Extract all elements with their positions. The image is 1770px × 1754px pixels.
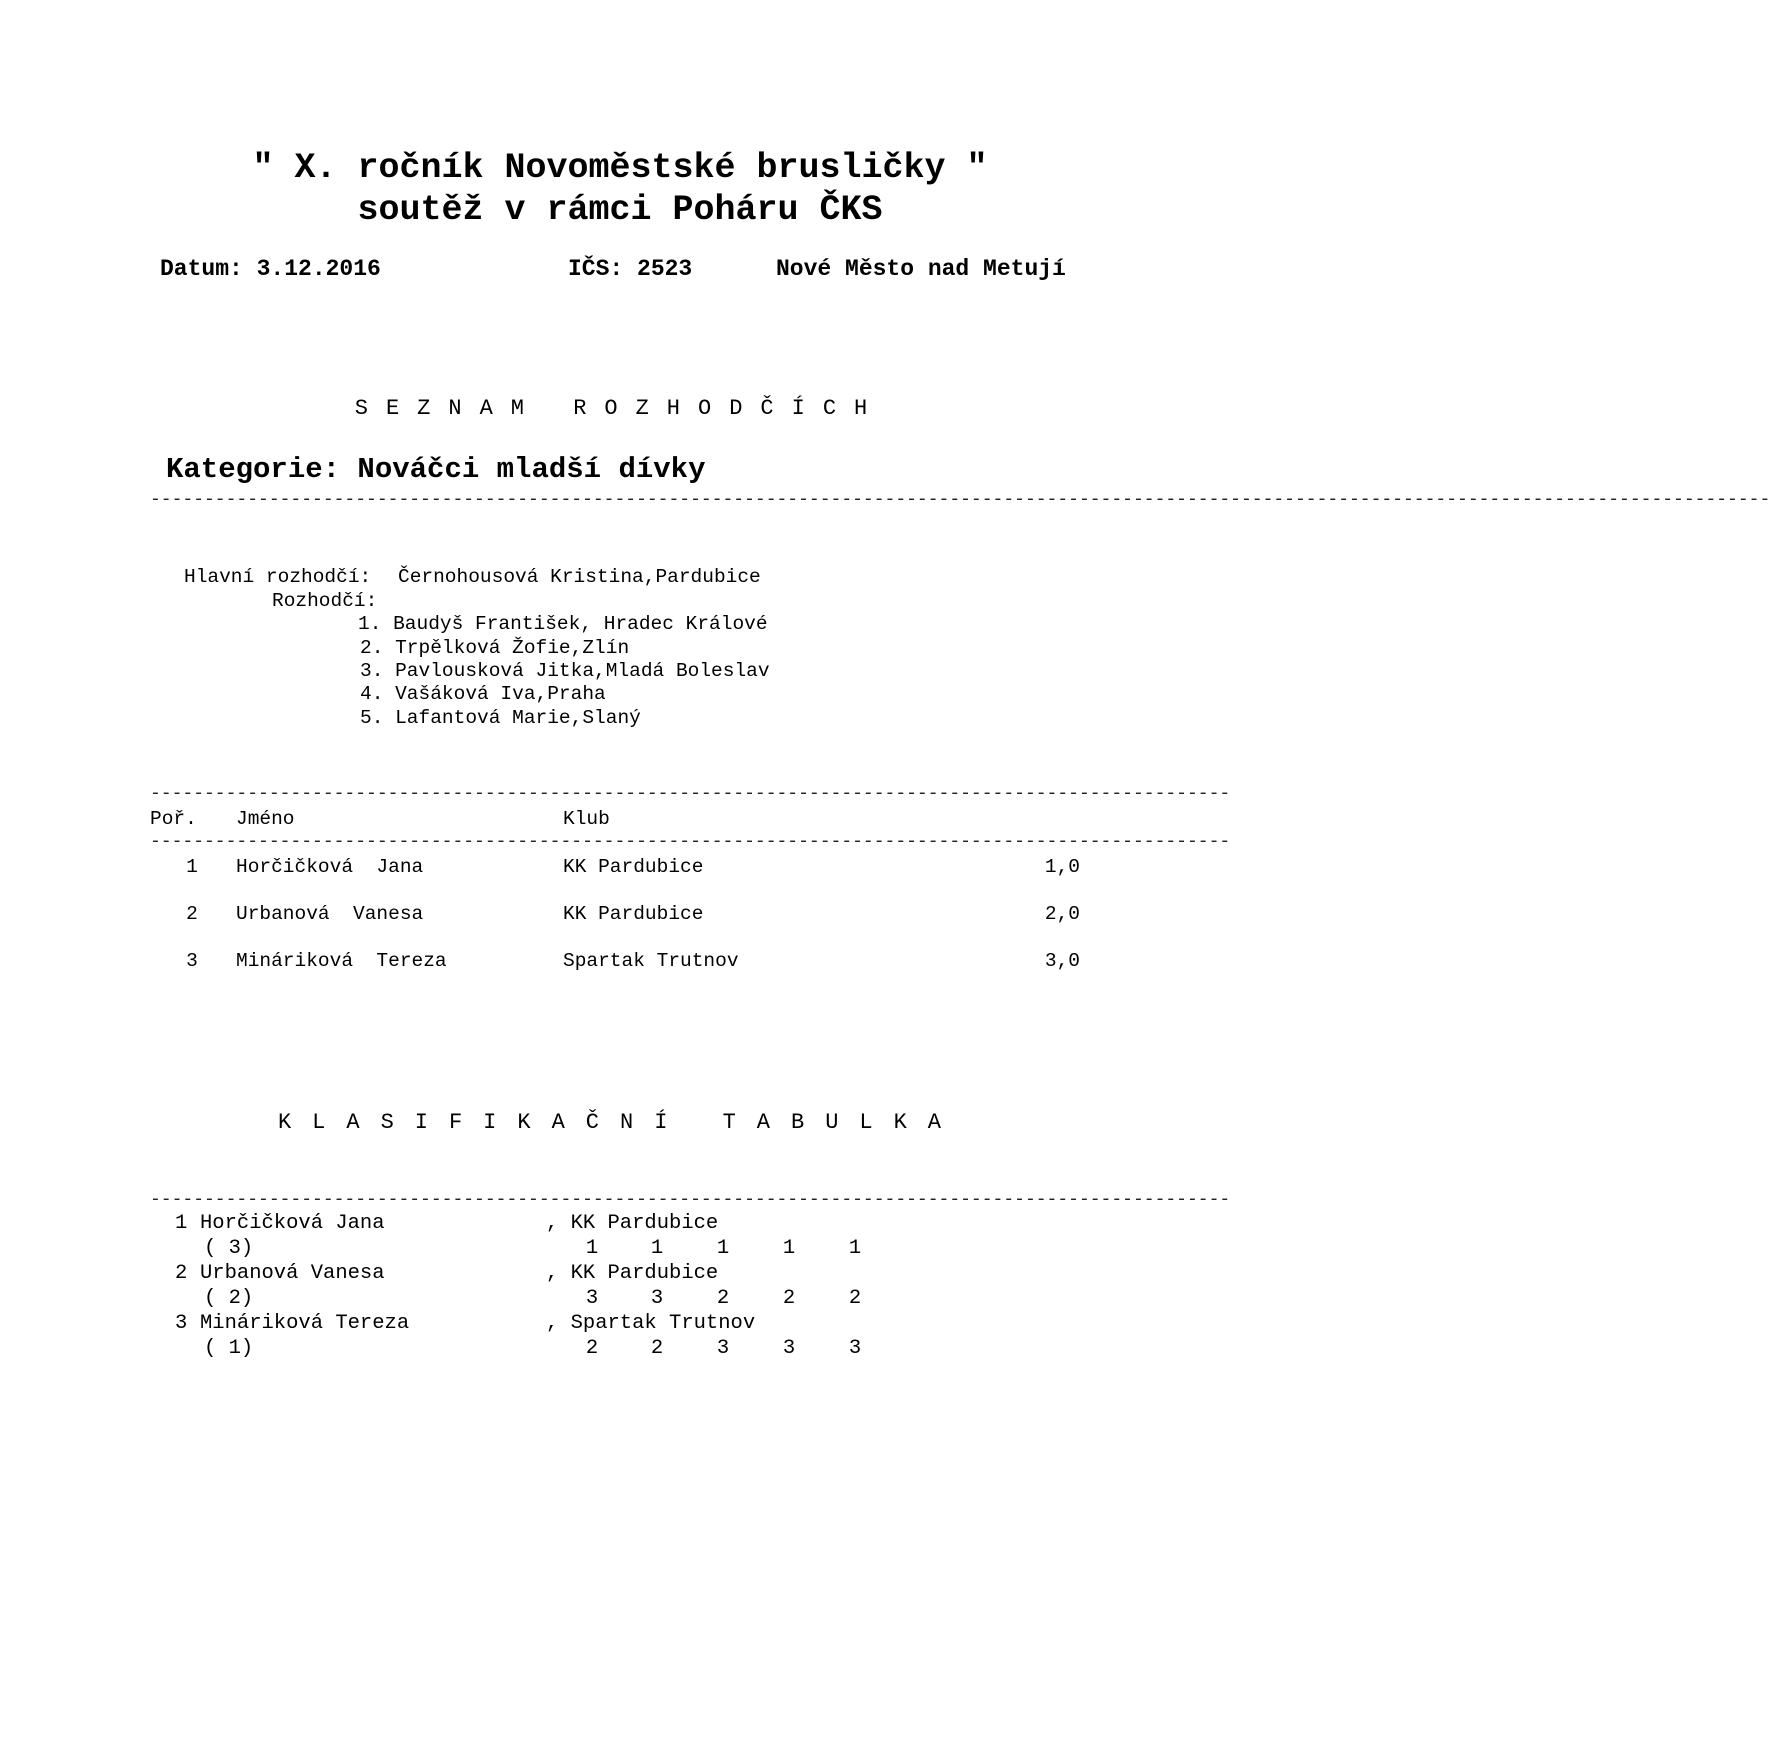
- date: Datum: 3.12.2016: [160, 256, 381, 282]
- klas-name: Horčičková Jana: [200, 1212, 385, 1235]
- divider: ----------------------------------------------------------------------------------------------------: [150, 784, 1231, 804]
- divider: ------------------------------------------------------------------------------------------------------------------------------------------------------: [150, 490, 1770, 510]
- judge-item: 5. Lafantová Marie,Slaný: [360, 707, 641, 729]
- column-header-club: Klub: [563, 808, 610, 830]
- klas-place: 1: [585, 1237, 599, 1260]
- klas-start: ( 2): [204, 1287, 254, 1310]
- klas-name: Mináriková Tereza: [200, 1312, 410, 1335]
- row-name: Mináriková Tereza: [236, 950, 447, 972]
- column-header-rank: Poř.: [150, 808, 197, 830]
- row-club: Spartak Trutnov: [563, 950, 739, 972]
- klas-place: 1: [650, 1237, 664, 1260]
- competition-id: IČS: 2523: [568, 256, 693, 282]
- klas-place: 3: [848, 1337, 862, 1360]
- klas-place: 1: [782, 1237, 796, 1260]
- row-rank: 2: [186, 903, 198, 925]
- venue: Nové Město nad Metují: [776, 256, 1066, 282]
- row-score: 2,0: [1044, 903, 1080, 925]
- klas-club: , Spartak Trutnov: [546, 1312, 756, 1335]
- category-title: Kategorie: Nováčci mladší dívky: [166, 453, 706, 486]
- klas-place: 3: [716, 1337, 730, 1360]
- klas-club: , KK Pardubice: [546, 1212, 719, 1235]
- klas-place: 2: [716, 1287, 730, 1310]
- row-club: KK Pardubice: [563, 903, 704, 925]
- row-name: Urbanová Vanesa: [236, 903, 424, 925]
- judges-heading: SEZNAM ROZHODČÍCH: [354, 396, 886, 421]
- klas-rank: 1: [175, 1212, 188, 1235]
- row-score: 3,0: [1044, 950, 1080, 972]
- head-judge-name: Černohousová Kristina,Pardubice: [398, 566, 761, 588]
- klas-place: 2: [782, 1287, 796, 1310]
- judge-item: 4. Vašáková Iva,Praha: [360, 683, 606, 705]
- column-header-name: Jméno: [236, 808, 295, 830]
- klas-place: 2: [650, 1337, 664, 1360]
- klas-start: ( 1): [204, 1337, 254, 1360]
- divider: ----------------------------------------------------------------------------------------------------: [150, 1190, 1231, 1210]
- head-judge-label: Hlavní rozhodčí:: [184, 566, 372, 588]
- klas-place: 1: [848, 1237, 862, 1260]
- klas-place: 3: [650, 1287, 664, 1310]
- klas-rank: 2: [175, 1262, 188, 1285]
- klas-name: Urbanová Vanesa: [200, 1262, 385, 1285]
- row-rank: 1: [186, 856, 198, 878]
- document-subtitle: soutěž v rámci Poháru ČKS: [357, 190, 883, 230]
- row-name: Horčičková Jana: [236, 856, 424, 878]
- klas-place: 3: [782, 1337, 796, 1360]
- judges-label: Rozhodčí:: [272, 590, 378, 612]
- klas-rank: 3: [175, 1312, 188, 1335]
- judge-item: 3. Pavlousková Jitka,Mladá Boleslav: [360, 660, 770, 682]
- classification-heading: KLASIFIKAČNÍ TABULKA: [277, 1110, 963, 1135]
- klas-start: ( 3): [204, 1237, 254, 1260]
- judge-item: 1. Baudyš František, Hradec Králové: [358, 613, 768, 635]
- klas-club: , KK Pardubice: [546, 1262, 719, 1285]
- judge-item: 2. Trpělková Žofie,Zlín: [360, 637, 630, 659]
- klas-place: 1: [716, 1237, 730, 1260]
- row-score: 1,0: [1044, 856, 1080, 878]
- divider: ----------------------------------------------------------------------------------------------------: [150, 832, 1231, 852]
- klas-place: 3: [585, 1287, 599, 1310]
- row-club: KK Pardubice: [563, 856, 704, 878]
- klas-place: 2: [585, 1337, 599, 1360]
- document-title: " X. ročník Novoměstské brusličky ": [252, 148, 988, 188]
- row-rank: 3: [186, 950, 198, 972]
- klas-place: 2: [848, 1287, 862, 1310]
